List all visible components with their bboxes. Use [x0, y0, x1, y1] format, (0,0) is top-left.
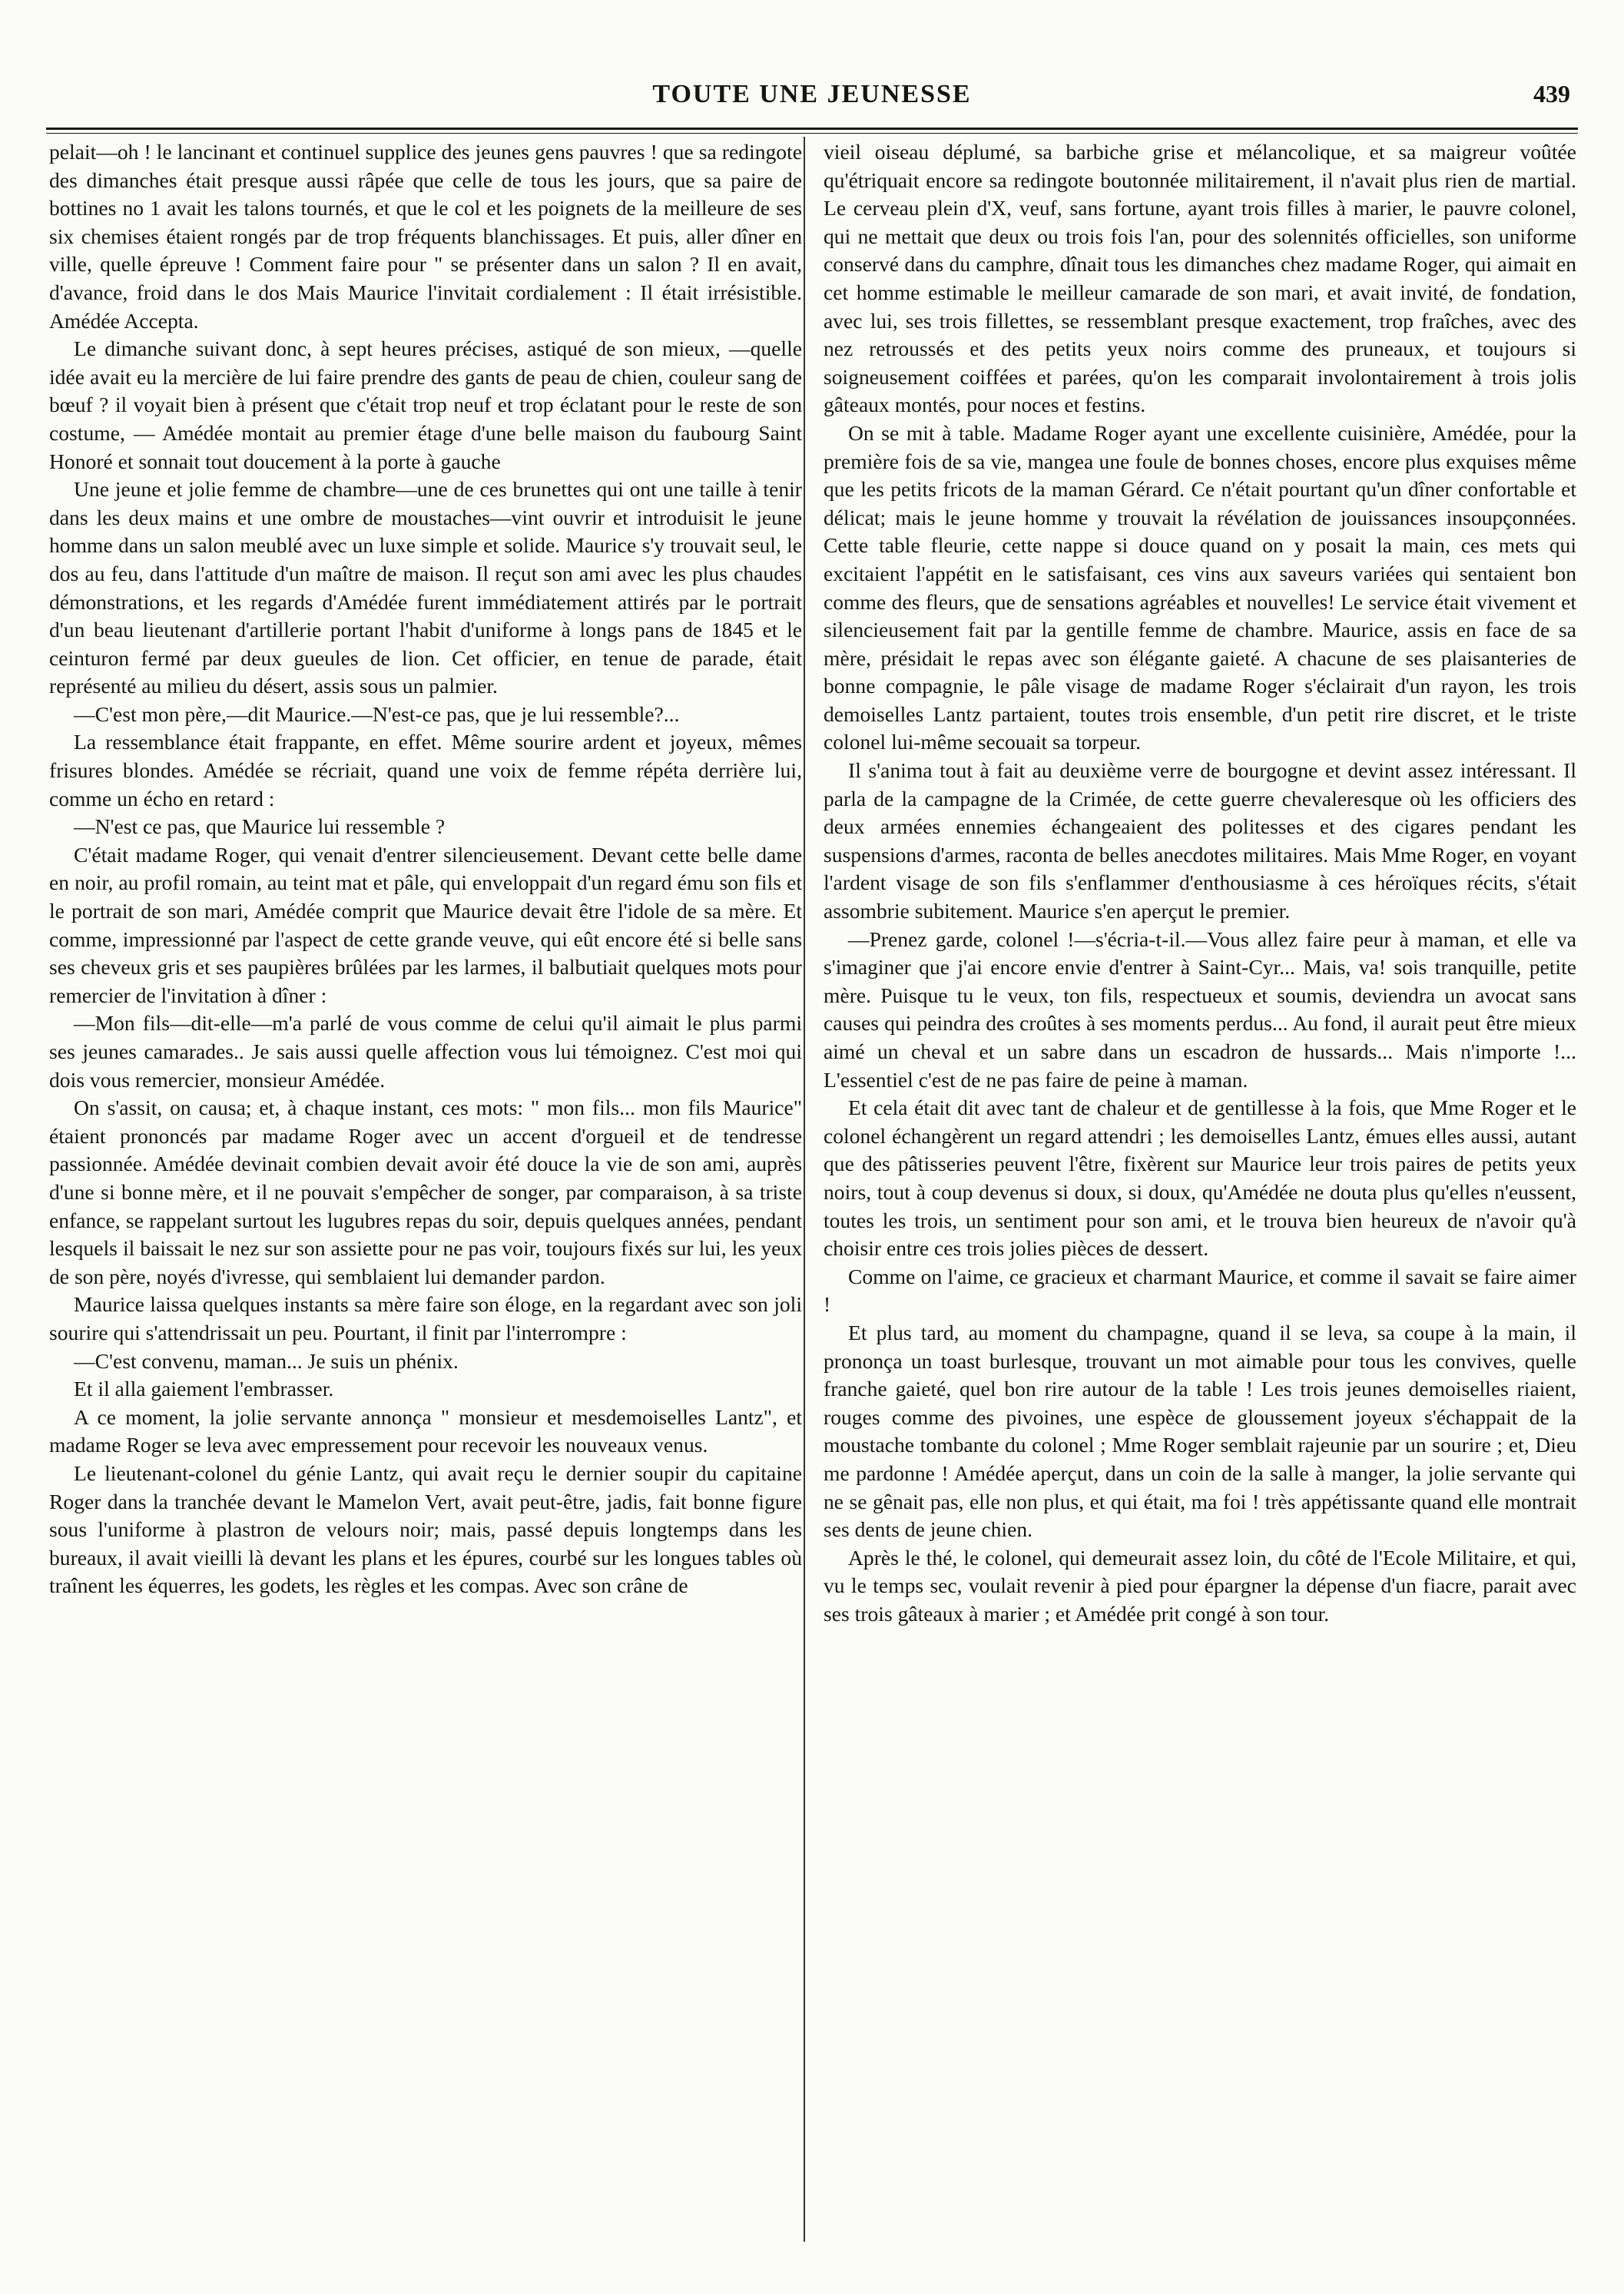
paragraph: C'était madame Roger, qui venait d'entrer silencieusement. Devant cette belle dame en noir, au profil romain, au teint mat et pâle, qui enveloppait d'un regard ému son fils et le portrait de son mari, Amédée comprit que Maurice devait être l'idole de sa mère. Et comme, impressionné par l'aspect de cette grande veuve, qui eût encore été si belle sans ses cheveux gris et ses paupières brûlées par les larmes, il balbutiait quelques mots pour remercier de l'invitation à dîner :	[49, 842, 802, 1007]
column-divider	[804, 137, 805, 2242]
left-column	[49, 138, 802, 2243]
paragraph: On se mit à table. Madame Roger ayant une excellente cuisinière, Amédée, pour la première fois de sa vie, mangea une foule de bonnes choses, encore plus exquises même que les petits fricots de la maman Gérard. Ce n'était pourtant qu'un dîner confortable et délicat; mais le jeune homme y trouvait la révélation de jouissances insoupçonnées. Cette table fleurie, cette nappe si douce quand on y posait la main, ces mets qui excitaient l'appétit en le satisfaisant, ces vins aux saveurs variées qui sentaient bon comme des fleurs, que de sensations agréables et nouvelles! Le service était vivement et silencieusement fait par la gentille femme de chambre. Maurice, assis en face de sa mère, présidait le repas avec son élégante gaieté. A chacune de ses plaisanteries de bonne compagnie, le pâle visage de madame Roger s'éclairait d'un rayon, les trois demoiselles Lantz partaient, toutes trois ensemble, d'un petit rire discret, et le triste colonel lui-même secouait sa torpeur.	[824, 420, 1576, 754]
paragraph: Le dimanche suivant donc, à sept heures précises, astiqué de son mieux, —quelle idée avait eu la mercière de lui faire prendre des gants de peau de chien, couleur sang de bœuf ? il voyait bien à présent que c'était trop neuf et trop éclatant pour le reste de son costume, — Amédée montait au premier étage d'une belle maison du faubourg Saint Honoré et sonnait tout doucement à la porte à gauche	[49, 336, 802, 473]
paragraph: Et plus tard, au moment du champagne, quand il se leva, sa coupe à la main, il prononça un toast burlesque, trouvant un mot aimable pour tous les convives, quelle franche gaieté, quel bon rire autour de la table ! Les trois jeunes demoiselles riaient, rouges comme des pivoines, une espèce de gloussement joyeux s'échappait de la moustache tombante du colonel ; Mme Roger semblait rajeunie par un sourire ; et, Dieu me pardonne ! Amédée aperçut, dans un coin de la salle à manger, la jolie servante qui ne se gênait pas, elle non plus, et qui était, ma foi ! très appétissante quand elle montrait ses dents de jeune chien.	[824, 1320, 1576, 1542]
running-header	[46, 74, 1578, 120]
paragraph: A ce moment, la jolie servante annonça " monsieur et mesdemoiselles Lantz", et madame Roger se leva avec empressement pour recevoir les nouveaux venus.	[49, 1404, 802, 1457]
paragraph: Le lieutenant-colonel du génie Lantz, qui avait reçu le dernier soupir du capitaine Roger dans la tranchée devant le Mamelon Vert, avait peut-être, jadis, fait bonne figure sous l'uniforme à plastron de velours noir; mais, passé depuis longtemps dans les bureaux, il avait vieilli là devant les plans et les épures, courbé sur les longues tables où traînent les équerres, les godets, les règles et les compas. Avec son crâne de	[49, 1460, 802, 1598]
paragraph: Comme on l'aime, ce gracieux et charmant Maurice, et comme il savait se faire aimer !	[824, 1264, 1576, 1317]
paragraph: pelait—oh ! le lancinant et continuel supplice des jeunes gens pauvres ! que sa redingote des dimanches était presque aussi râpée que celle de tous les jours, que sa paire de bottines no 1 avait les talons tournés, et que le col et les poignets de la meilleure de ses six chemises étaient rongés par de trop fréquents blanchissages. Et puis, aller dîner en ville, quelle épreuve ! Comment faire pour " se présenter dans un salon ? Il en avait, d'avance, froid dans le dos Mais Maurice l'invitait cordialement : Il était irrésistible. Amédée Accepta.	[49, 140, 802, 333]
right-column	[824, 138, 1576, 2243]
paragraph: Maurice laissa quelques instants sa mère faire son éloge, en la regardant avec son joli sourire qui s'attendrissait un peu. Pourtant, il finit par l'interrompre :	[49, 1292, 802, 1344]
paragraph: —C'est mon père,—dit Maurice.—N'est-ce pas, que je lui ressemble?...	[74, 701, 680, 726]
paragraph: Il s'anima tout à fait au deuxième verre de bourgogne et devint assez intéressant. Il parla de la campagne de la Crimée, de cette guerre chevaleresque où les officiers des deux armées ennemies échangeaient des politesses et des cigares pendant les suspensions d'armes, raconta de belles anecdotes militaires. Mais Mme Roger, en voyant l'ardent visage de son fils s'enflammer d'enthousiasme à ces héroïques récits, s'était assombrie subitement. Maurice s'en aperçut le premier.	[824, 758, 1576, 923]
paragraph: On s'assit, on causa; et, à chaque instant, ces mots: " mon fils... mon fils Maurice" étaient prononcés par madame Roger avec un accent d'orgueil et de tendresse passionnée. Amédée devinait combien devait avoir été douce la vie de son ami, auprès d'une si bonne mère, et il ne pouvait s'empêcher de songer, par comparaison, à sa triste enfance, se rappelant surtout les lugubres repas du soir, depuis quelques années, pendant lesquels il baissait le nez sur son assiette pour ne pas voir, toujours fixés sur lui, les yeux de son père, noyés d'ivresse, qui semblaient lui demander pardon.	[49, 1096, 802, 1288]
paragraph: Et il alla gaiement l'embrasser.	[74, 1377, 334, 1401]
paragraph: Une jeune et jolie femme de chambre—une de ces brunettes qui ont une taille à tenir dans les deux mains et une ombre de moustaches—vint ouvrir et introduisit le jeune homme dans un salon meublé avec un luxe simple et solide. Maurice s'y trouvait seul, le dos au feu, dans l'attitude d'un maître de maison. Il reçut son ami avec les plus chaudes démonstrations, et les regards d'Amédée furent immédiatement attirés par le portrait d'un beau lieutenant d'artillerie portant l'habit d'uniforme à longs pans de 1845 et le ceinturon fermé par deux gueules de lion. Cet officier, en tenue de parade, était représenté au milieu du désert, assis sous un palmier.	[49, 477, 802, 698]
running-title: TOUTE UNE JEUNESSE	[652, 80, 972, 108]
paragraph: vieil oiseau déplumé, sa barbiche grise et mélancolique, et sa maigreur voûtée qu'étriquait encore sa redingote boutonnée militairement, il n'avait plus rien de martial. Le cerveau plein d'X, veuf, sans fortune, ayant trois filles à marier, le pauvre colonel, qui ne mettait que deux ou trois fois l'an, pour des solennités officielles, son uniforme conservé dans du camphre, dînait tous les dimanches chez madame Roger, qui aimait en cet homme estimable le meilleur camarade de son mari, et avait invité, de fondation, avec lui, ses trois fillettes, se ressemblant presque exactement, trop fraîches, avec des nez retroussés et des petits yeux noirs comme des pruneaux, et toujours si soigneusement coiffées et parées, qu'on les comparait involontairement à trois jolis gâteaux montés, pour noces et festins.	[824, 140, 1576, 417]
header-rule-thin	[46, 133, 1578, 134]
paragraph: Après le thé, le colonel, qui demeurait assez loin, du côté de l'Ecole Militaire, et qui, vu le temps sec, voulait revenir à pied pour épargner la dépense d'un fiacre, parait avec ses trois gâteaux à marier ; et Amédée prit congé à son tour.	[824, 1545, 1576, 1626]
paragraph: —N'est ce pas, que Maurice lui ressemble ?	[74, 814, 446, 839]
paragraph: —Mon fils—dit-elle—m'a parlé de vous comme de celui qu'il aimait le plus parmi ses jeunes camarades.. Je sais aussi quelle affection vous lui témoignez. C'est moi qui dois vous remercier, monsieur Amédée.	[49, 1011, 802, 1092]
paragraph: La ressemblance était frappante, en effet. Même sourire ardent et joyeux, mêmes frisures blondes. Amédée se récriait, quand une voix de femme répéta derrière lui, comme un écho en retard :	[49, 730, 802, 811]
header-rule	[46, 128, 1578, 130]
paragraph: Et cela était dit avec tant de chaleur et de gentillesse à la fois, que Mme Roger et le colonel échangèrent un regard attendri ; les demoiselles Lantz, émues elles aussi, autant que des pâtisseries peuvent l'être, fixèrent sur Maurice leur trois paires de petits yeux noirs, tout à coup devenus si doux, si doux, qu'Amédée ne douta plus qu'elles n'eussent, toutes les trois, un sentiment pour son ami, et le trouva bien heureux de n'avoir qu'à choisir entre ces trois jolies pièces de dessert.	[824, 1096, 1576, 1261]
paragraph: —C'est convenu, maman... Je suis un phénix.	[74, 1348, 459, 1373]
paragraph: —Prenez garde, colonel !—s'écria-t-il.—Vous allez faire peur à maman, et elle va s'imaginer que j'ai encore envie d'entrer à Saint-Cyr... Mais, va! sois tranquille, petite mère. Puisque tu le veux, ton fils, respectueux et soumis, deviendra un avocat sans causes qui peindra des croûtes à ses moments perdus... Au fond, il aurait peut être mieux aimé un cheval et un sabre dans un escadron de hussards... Mais n'importe !... L'essentiel c'est de ne pas faire de peine à maman.	[824, 927, 1576, 1092]
page-number: 439	[1533, 80, 1570, 108]
